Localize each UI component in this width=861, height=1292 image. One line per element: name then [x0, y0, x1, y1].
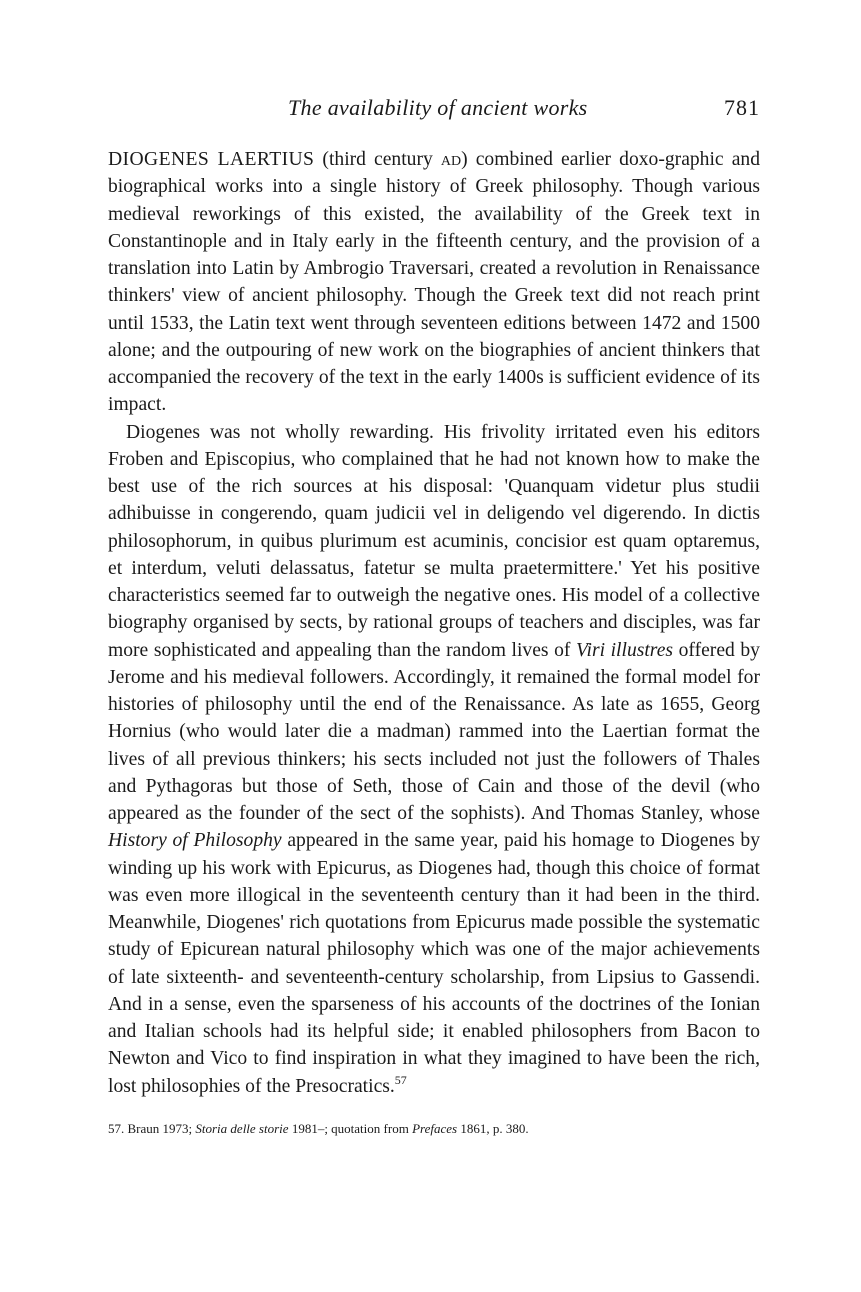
footnote-text-a: Braun 1973; — [124, 1120, 196, 1136]
footnote-reference[interactable]: 57 — [394, 1072, 407, 1087]
footnote-text-c: 1861, p. 380. — [457, 1120, 529, 1136]
era-abbreviation: ad — [440, 149, 462, 170]
book-page — [108, 95, 760, 1138]
footnote — [108, 1120, 760, 1138]
running-title: The availability of ancient works — [288, 95, 588, 120]
body-text — [108, 146, 760, 1100]
footnote-text-b: 1981–; quotation from — [288, 1120, 413, 1136]
paragraph-2-text-b: offered by Jerome and his medieval followers. Accordingly, it remained the formal model for histories of philosophy until the end of the Renaissance. As late as 1655, Georg Hornius (who would later die a madman) rammed into the Laertian format the lives of all previous thinkers; his sects included not just the followers of Thales and Pythagoras but those of Seth, those of Cain and those of the devil (who appeared as the founder of the sect of the sophists). And Thomas Stanley, whose — [108, 639, 760, 824]
paragraph-2-text-c: appeared in the same year, paid his homage to Diogenes by winding up his work with Epicurus, as Diogenes had, though this choice of format was even more illogical in the seventeenth century than it had been in the third. Meanwhile, Diogenes' rich quotations from Epicurus made possible the systematic study of Epicurean natural philosophy which was one of the major achievements of late sixteenth- and seventeenth-century scholarship, from Lipsius to Gassendi. And in a sense, even the sparseness of his accounts of the doctrines of the Ionian and Italian schools had its helpful side; it enabled philosophers from Bacon to Newton and Vico to find inspiration in what they imagined to have been the rich, lost philosophies of the Presocratics. — [108, 830, 761, 1097]
page-number: 781 — [724, 95, 760, 120]
paragraph-1 — [108, 146, 760, 419]
title-viri-illustres: Viri illustres — [576, 639, 674, 661]
paragraph-1-text-b: ) combined earlier doxo-graphic and biographical works into a single history of Greek philosophy. Though various medieval reworkings of this existed, the availability of the Greek text in Constantinople and in Italy early in the fifteenth century, and the provision of a translation into Latin by Ambrogio Traversari, created a revolution in Renaissance thinkers' view of ancient philosophy. Though the Greek text did not reach print until 1533, the Latin text went through seventeen editions between 1472 and 1500 alone; and the outpouring of new work on the biographies of ancient thinkers that accompanied the recovery of the text in the early 1400s is sufficient evidence of its impact. — [108, 149, 760, 416]
subject-name: DIOGENES LAERTIUS — [108, 149, 315, 170]
title-storia-delle-storie: Storia delle storie — [195, 1120, 289, 1136]
paragraph-1-text-a: (third century — [314, 149, 441, 170]
running-head — [108, 95, 760, 131]
footnote-number: 57. — [108, 1120, 125, 1136]
title-history-of-philosophy: History of Philosophy — [108, 830, 282, 852]
paragraph-2 — [108, 419, 760, 1100]
title-prefaces: Prefaces — [412, 1120, 458, 1136]
paragraph-2-text-a: Diogenes was not wholly rewarding. His frivolity irritated even his editors Froben and Episcopius, who complained that he had not known how to make the best use of the rich sources at his disposal: 'Quanquam videtur plus studii adhibuisse in congerendo, quam judicii vel in deligendo vel digerendo. In dictis philosophorum, in quibus plurimum est acuminis, concisior est quam optaremus, et interdum, veluti delassatus, fatetur se multa praetermittere.' Yet his positive characteristics seemed far to outweigh the negative ones. His model of a collective biography organised by sects, by rational groups of teachers and disciples, was far more sophisticated and appealing than the random lives of — [108, 421, 760, 661]
